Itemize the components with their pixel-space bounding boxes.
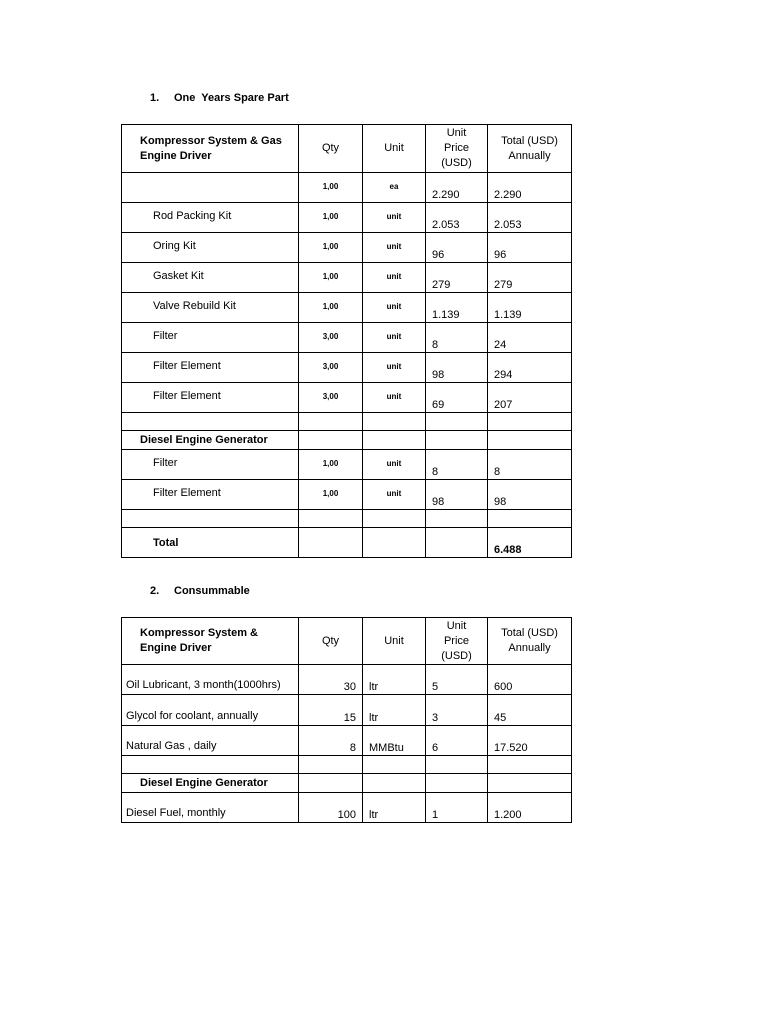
diesel-section-label: Diesel Engine Generator	[122, 774, 299, 793]
table-row	[122, 480, 572, 510]
item-name: Oil Lubricant, 3 month(1000hrs)	[122, 665, 299, 695]
item-total: 600	[488, 665, 572, 695]
table-row	[122, 323, 572, 353]
header-unit: Unit	[363, 125, 426, 173]
table-row	[122, 173, 572, 203]
item-unit: unit	[363, 233, 426, 263]
item-unit: unit	[363, 450, 426, 480]
item-unit-price: 1	[426, 793, 488, 823]
item-total: 24	[488, 323, 572, 353]
header-total: Total (USD) Annually	[488, 618, 572, 665]
item-total: 17.520	[488, 726, 572, 756]
item-unit: ltr	[363, 665, 426, 695]
table-row	[122, 263, 572, 293]
item-unit-price: 98	[426, 480, 488, 510]
item-qty: 1,00	[299, 203, 363, 233]
item-name	[122, 173, 299, 203]
item-unit: unit	[363, 353, 426, 383]
item-total: 45	[488, 695, 572, 726]
item-qty: 1,00	[299, 293, 363, 323]
item-unit: ltr	[363, 793, 426, 823]
table-row	[122, 353, 572, 383]
spacer-row	[122, 510, 572, 528]
item-total: 2.053	[488, 203, 572, 233]
item-unit-price: 8	[426, 450, 488, 480]
item-qty: 8	[299, 726, 363, 756]
section-1-number: 1.	[150, 92, 160, 104]
item-unit: unit	[363, 383, 426, 413]
table-row	[122, 293, 572, 323]
item-qty: 3,00	[299, 323, 363, 353]
table-row	[122, 793, 572, 823]
total-row	[122, 528, 572, 558]
table-row	[122, 383, 572, 413]
item-unit-price: 96	[426, 233, 488, 263]
table-row	[122, 726, 572, 756]
item-total: 96	[488, 233, 572, 263]
table-row	[122, 665, 572, 695]
item-qty: 3,00	[299, 383, 363, 413]
section-row	[122, 431, 572, 450]
item-unit-price: 2.290	[426, 173, 488, 203]
section-2-heading	[150, 585, 250, 597]
item-name: Rod Packing Kit	[122, 203, 299, 233]
header-unit: Unit	[363, 618, 426, 665]
table-header-row	[122, 125, 572, 173]
item-total: 1.139	[488, 293, 572, 323]
header-unit-price: Unit Price (USD)	[426, 125, 488, 173]
total-label: Total	[122, 528, 299, 558]
item-unit-price: 3	[426, 695, 488, 726]
table-row	[122, 450, 572, 480]
item-name: Filter Element	[122, 353, 299, 383]
item-qty: 1,00	[299, 233, 363, 263]
item-name: Filter Element	[122, 383, 299, 413]
item-unit: unit	[363, 203, 426, 233]
item-total: 1.200	[488, 793, 572, 823]
item-unit: ea	[363, 173, 426, 203]
item-name: Filter	[122, 323, 299, 353]
header-name: Kompressor System & Gas Engine Driver	[122, 125, 299, 173]
item-qty: 1,00	[299, 450, 363, 480]
item-qty: 15	[299, 695, 363, 726]
item-name: Glycol for coolant, annually	[122, 695, 299, 726]
item-unit-price: 8	[426, 323, 488, 353]
item-unit-price: 1.139	[426, 293, 488, 323]
item-total: 279	[488, 263, 572, 293]
spacer-row	[122, 756, 572, 774]
table-header-row	[122, 618, 572, 665]
item-name: Filter	[122, 450, 299, 480]
item-unit: unit	[363, 480, 426, 510]
item-unit: ltr	[363, 695, 426, 726]
header-qty: Qty	[299, 618, 363, 665]
item-unit: MMBtu	[363, 726, 426, 756]
item-unit: unit	[363, 323, 426, 353]
header-qty: Qty	[299, 125, 363, 173]
header-total: Total (USD) Annually	[488, 125, 572, 173]
item-qty: 30	[299, 665, 363, 695]
section-row	[122, 774, 572, 793]
item-unit-price: 5	[426, 665, 488, 695]
item-unit: unit	[363, 293, 426, 323]
item-total: 207	[488, 383, 572, 413]
item-name: Diesel Fuel, monthly	[122, 793, 299, 823]
spare-parts-table	[121, 124, 572, 558]
section-2-title: Consummable	[174, 585, 250, 597]
header-unit-price: Unit Price (USD)	[426, 618, 488, 665]
item-unit-price: 98	[426, 353, 488, 383]
item-name: Filter Element	[122, 480, 299, 510]
section-2-number: 2.	[150, 585, 160, 597]
item-qty: 1,00	[299, 173, 363, 203]
item-name: Gasket Kit	[122, 263, 299, 293]
item-unit-price: 2.053	[426, 203, 488, 233]
item-qty: 100	[299, 793, 363, 823]
table-row	[122, 203, 572, 233]
item-unit-price: 279	[426, 263, 488, 293]
table-row	[122, 695, 572, 726]
item-total: 98	[488, 480, 572, 510]
section-1-title: One Years Spare Part	[174, 92, 289, 104]
header-name: Kompressor System & Engine Driver	[122, 618, 299, 665]
item-qty: 1,00	[299, 480, 363, 510]
item-name: Oring Kit	[122, 233, 299, 263]
item-name: Valve Rebuild Kit	[122, 293, 299, 323]
diesel-section-label: Diesel Engine Generator	[122, 431, 299, 450]
item-unit-price: 69	[426, 383, 488, 413]
item-qty: 1,00	[299, 263, 363, 293]
item-name: Natural Gas , daily	[122, 726, 299, 756]
section-1-heading	[150, 92, 289, 104]
item-total: 8	[488, 450, 572, 480]
item-total: 294	[488, 353, 572, 383]
spacer-row	[122, 413, 572, 431]
item-total: 2.290	[488, 173, 572, 203]
item-unit-price: 6	[426, 726, 488, 756]
total-value: 6.488	[488, 528, 572, 558]
consumables-table	[121, 617, 572, 823]
table-row	[122, 233, 572, 263]
item-unit: unit	[363, 263, 426, 293]
item-qty: 3,00	[299, 353, 363, 383]
